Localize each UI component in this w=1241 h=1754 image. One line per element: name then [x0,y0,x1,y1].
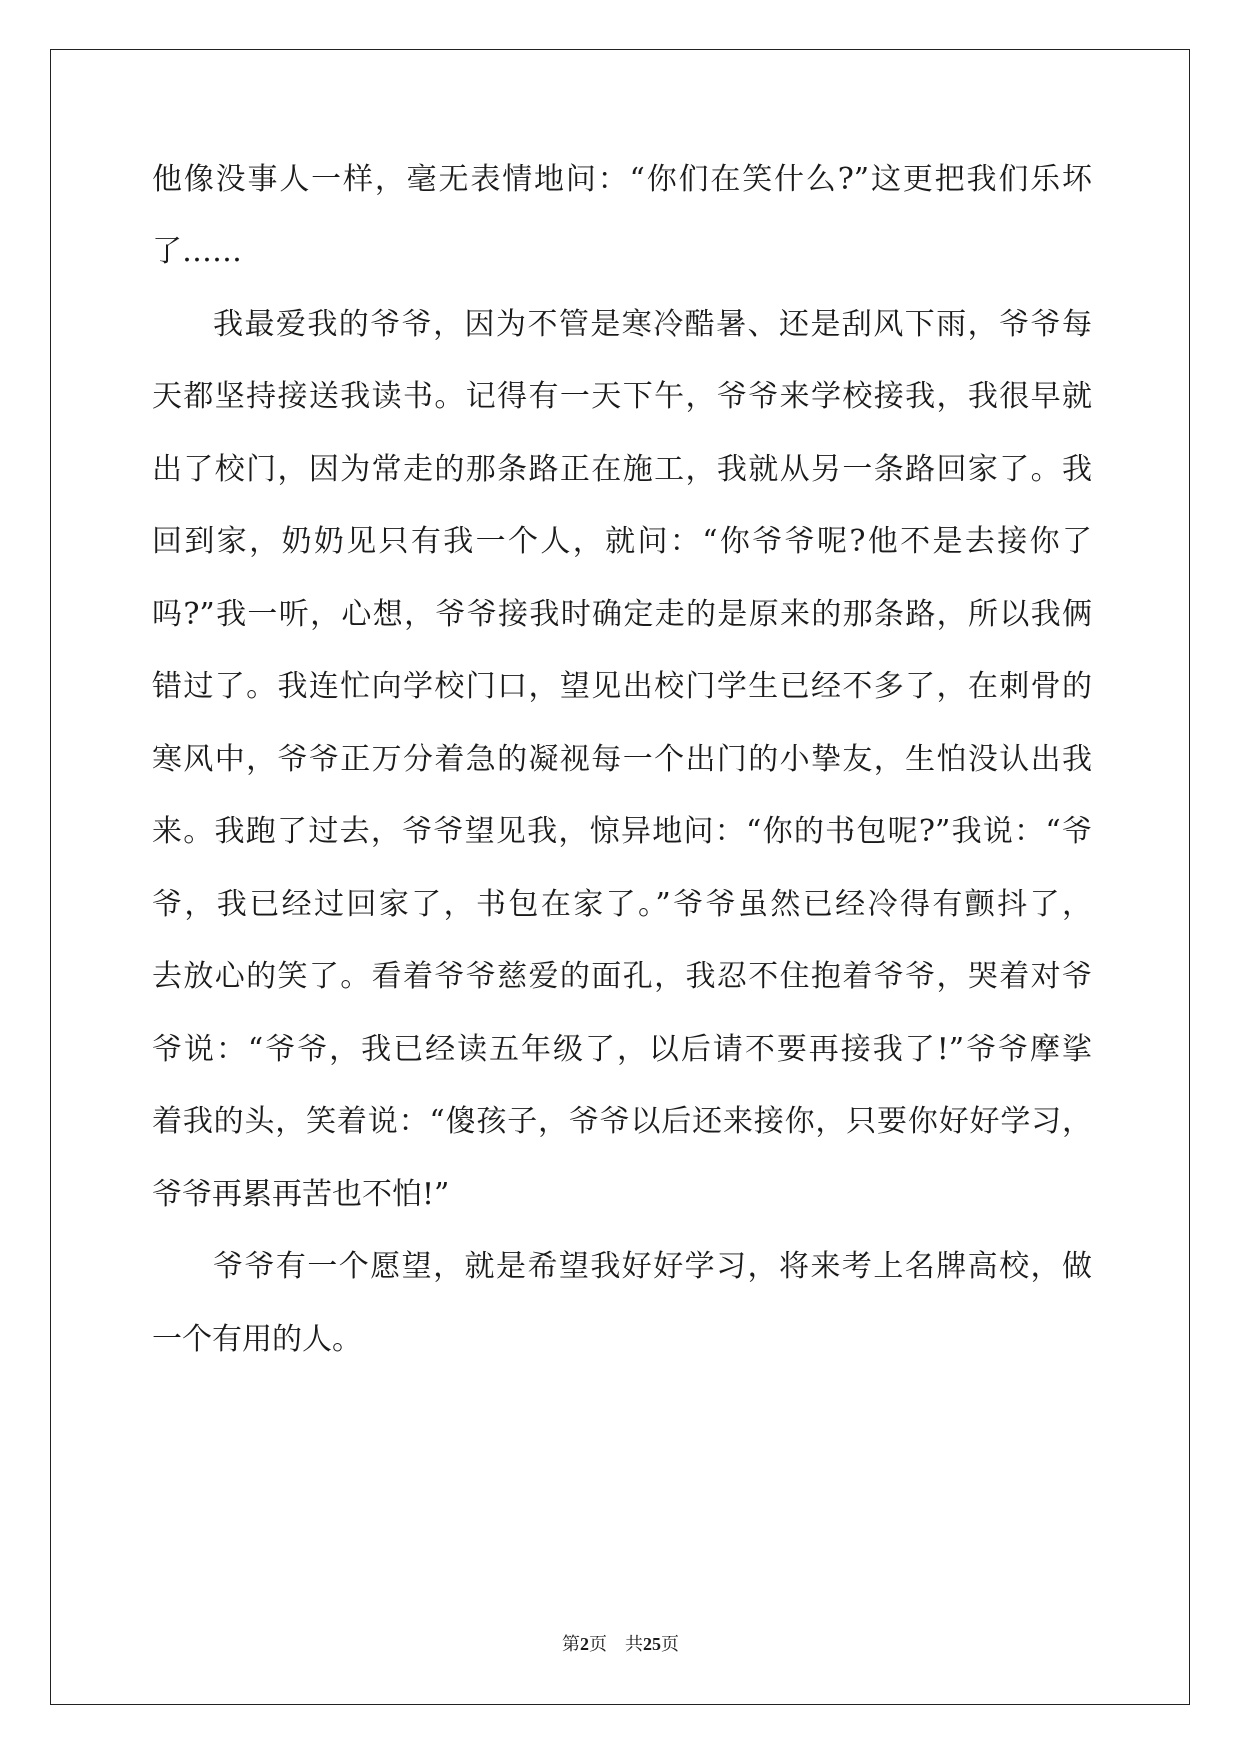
footer-page-word: 页 [589,1634,607,1655]
text-line: 着我的头，笑着说：“傻孩子，爷爷以后还来接你，只要你好好学习， [152,1104,1092,1139]
text-line: 吗?”我一听，心想，爷爷接我时确定走的是原来的那条路，所以我俩 [152,597,1092,632]
text-line: 天都坚持接送我读书。记得有一天下午，爷爷来学校接我，我很早就 [152,379,1092,414]
text-line: 错过了。我连忙向学校门口，望见出校门学生已经不多了，在刺骨的 [152,669,1092,704]
text-line: 去放心的笑了。看着爷爷慈爱的面孔，我忍不住抱着爷爷，哭着对爷 [152,959,1092,994]
text-line: 爷说：“爷爷，我已经读五年级了，以后请不要再接我了!”爷爷摩挲 [152,1032,1092,1067]
page-footer [0,1630,1241,1656]
text-line: 来。我跑了过去，爷爷望见我，惊异地问：“你的书包呢?”我说：“爷 [152,814,1092,849]
footer-prefix: 第 [562,1634,580,1655]
text-line: 回到家，奶奶见只有我一个人，就问：“你爷爷呢?他不是去接你了 [152,524,1092,559]
text-line: 爷爷再累再苦也不怕!” [152,1177,450,1212]
text-line: 一个有用的人。 [152,1322,362,1357]
text-line: 他像没事人一样，毫无表情地问：“你们在笑什么?”这更把我们乐坏 [152,162,1092,197]
footer-total-prefix: 共 [625,1634,643,1655]
footer-total-suffix: 页 [661,1634,679,1655]
current-page-number: 2 [580,1634,589,1654]
total-pages-number: 25 [643,1634,661,1654]
text-line: 爷，我已经过回家了，书包在家了。”爷爷虽然已经冷得有颤抖了， [152,887,1092,922]
text-line: 了…… [152,234,242,269]
paragraph-first-line: 爷爷有一个愿望，就是希望我好好学习，将来考上名牌高校，做 [213,1249,1092,1284]
page-border [50,49,1190,1705]
paragraph-first-line: 我最爱我的爷爷，因为不管是寒冷酷暑、还是刮风下雨，爷爷每 [213,307,1092,342]
text-line: 出了校门，因为常走的那条路正在施工，我就从另一条路回家了。我 [152,452,1092,487]
text-line: 寒风中，爷爷正万分着急的凝视每一个出门的小挚友，生怕没认出我 [152,742,1092,777]
